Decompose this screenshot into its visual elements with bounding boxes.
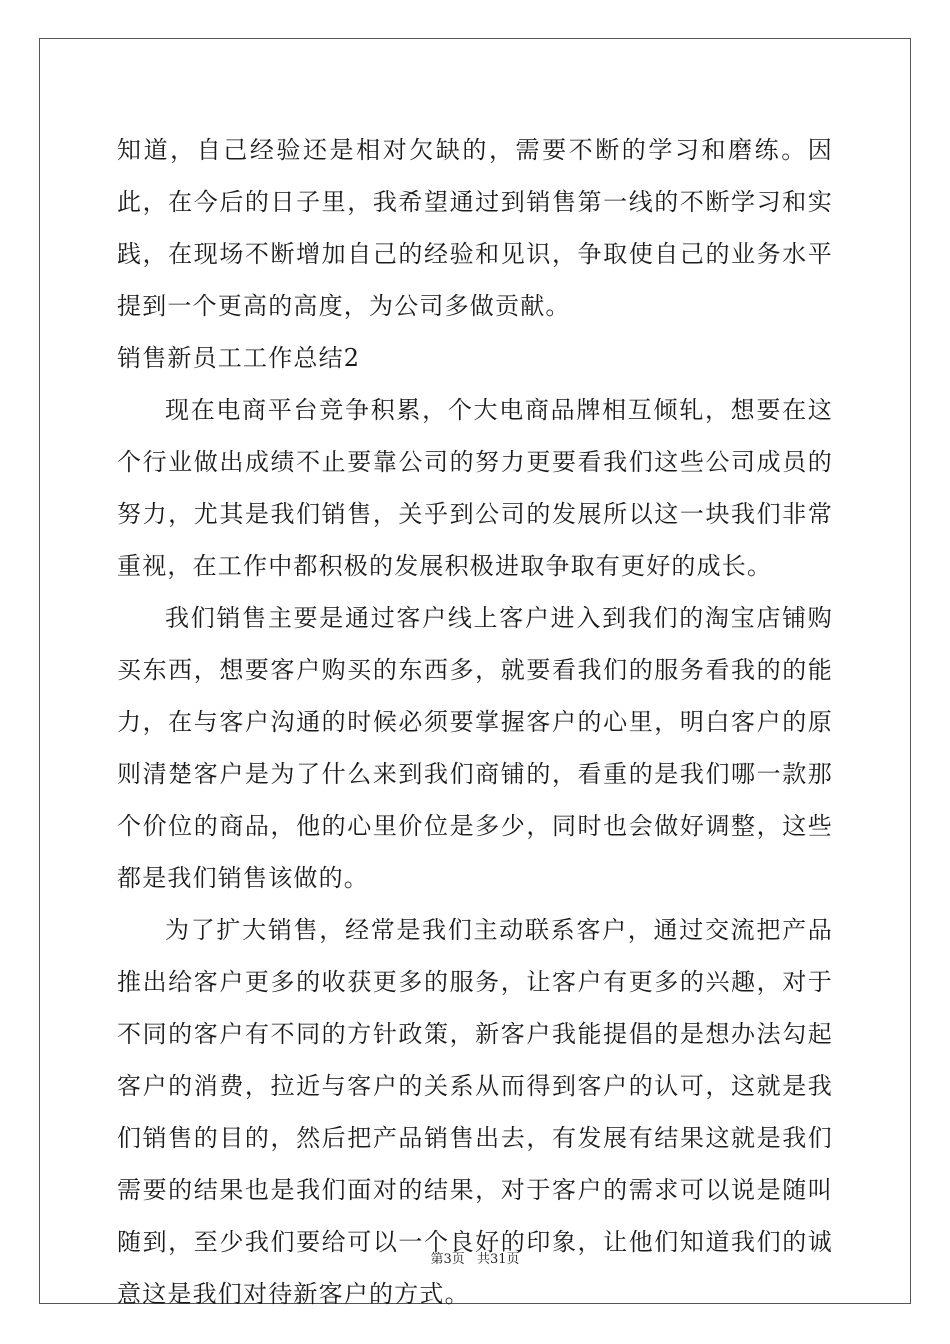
section-heading: 销售新员工工作总结2 [117,344,361,372]
body-paragraph-2: 我们销售主要是通过客户线上客户进入到我们的淘宝店铺购买东西，想要客户购买的东西多，就要看我们的服务看我的的能力，在与客户沟通的时候必须要掌握客户的心里，明白客户的原则清楚客户是为了什么来到我们商铺的，看重的是我们哪一款那个价位的商品，他的心里价位是多少，同时也会做好调整，这些都是我们销售该做的。 [117,604,833,892]
body-paragraph-1: 现在电商平台竞争积累，个大电商品牌相互倾轧，想要在这个行业做出成绩不止要靠公司的努力更要看我们这些公司成员的努力，尤其是我们销售，关乎到公司的发展所以这一块我们非常重视，在工作中都积极的发展积极进取争取有更好的成长。 [117,396,833,580]
continuation-paragraph: 知道，自己经验还是相对欠缺的，需要不断的学习和磨练。因此，在今后的日子里，我希望通过到销售第一线的不断学习和实践，在现场不断增加自己的经验和见识，争取使自己的业务水平提到一个更高的高度，为公司多做贡献。 [117,136,833,320]
page-footer [0,1248,950,1267]
document-body [117,124,833,1320]
current-page-number: 第3页 [430,1252,465,1267]
total-page-count: 共31页 [476,1252,520,1267]
body-paragraph-3: 为了扩大销售，经常是我们主动联系客户，通过交流把产品推出给客户更多的收获更多的服务，让客户有更多的兴趣，对于不同的客户有不同的方针政策，新客户我能提倡的是想办法勾起客户的消费，拉近与客户的关系从而得到客户的认可，这就是我们销售的目的，然后把产品销售出去，有发展有结果这就是我们需要的结果也是我们面对的结果，对于客户的需求可以说是随叫随到，至少我们要给可以一个良好的印象，让他们知道我们的诚意这是我们对待新客户的方式。 [117,916,833,1308]
